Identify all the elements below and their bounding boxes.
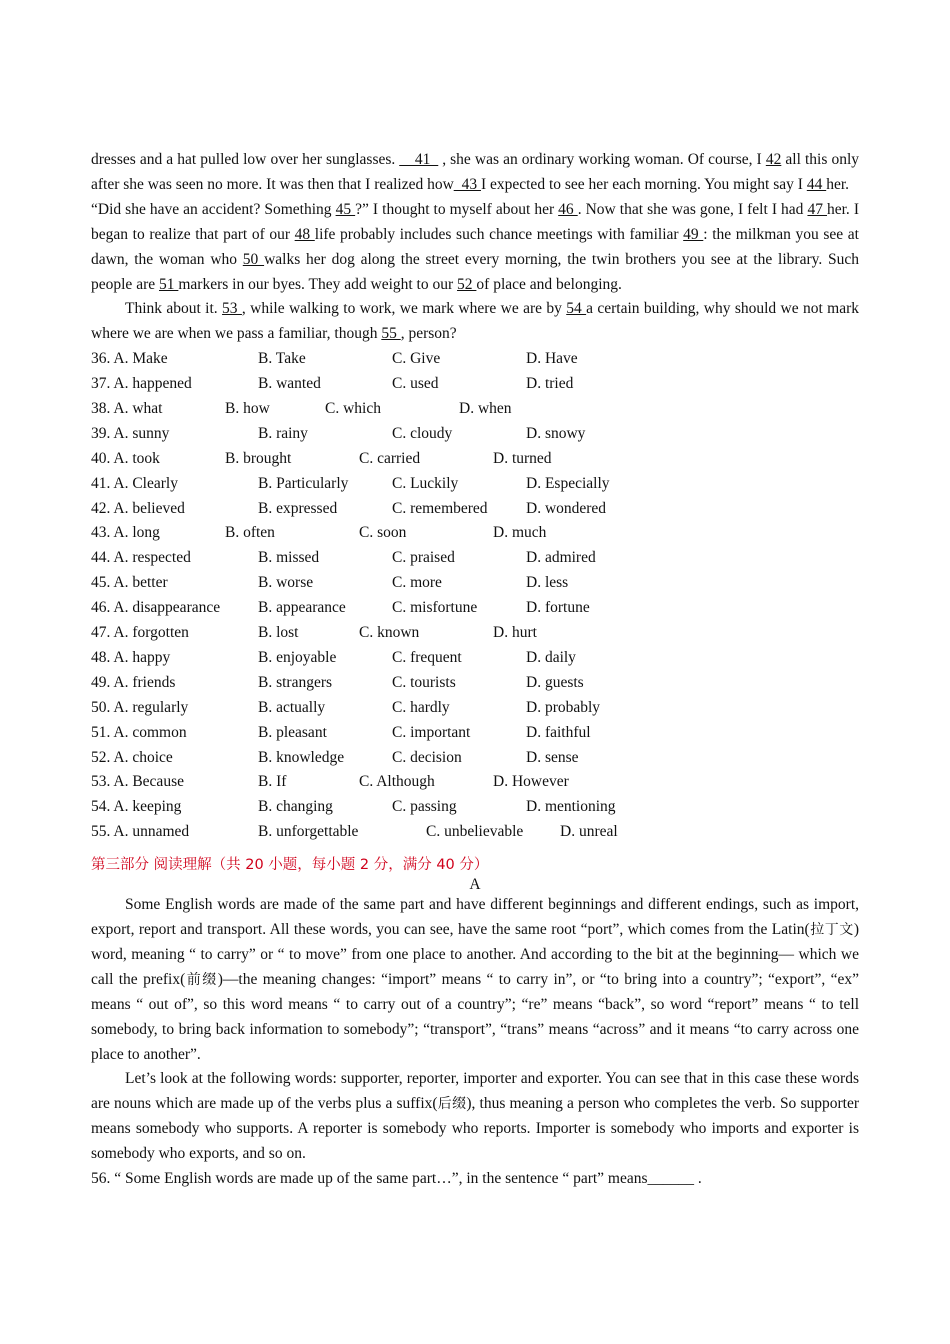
option-d: D. hurt — [493, 624, 537, 642]
option-d: D. Especially — [526, 474, 610, 492]
option-b: B. brought — [225, 449, 292, 467]
option-row — [91, 820, 859, 845]
option-a: 53. A. Because — [91, 773, 184, 791]
option-c: C. soon — [359, 524, 407, 542]
option-a: 50. A. regularly — [91, 698, 189, 716]
text: “Did she have an accident? Something — [91, 200, 336, 218]
option-c: C. more — [392, 574, 442, 592]
option-row — [91, 795, 859, 820]
text: of place and belonging. — [476, 275, 622, 293]
option-d: D. when — [459, 400, 512, 418]
option-b: B. unforgettable — [258, 823, 359, 841]
blank-48: 48 — [294, 225, 315, 243]
reading-paragraph-2 — [91, 1067, 859, 1167]
option-a: 36. A. Make — [91, 350, 168, 368]
option-b: B. knowledge — [258, 748, 345, 766]
option-row — [91, 472, 859, 497]
option-a: 39. A. sunny — [91, 424, 170, 442]
text: , person? — [400, 325, 457, 343]
chinese-gloss: 拉丁文 — [809, 921, 854, 938]
option-row — [91, 521, 859, 546]
option-a: 54. A. keeping — [91, 798, 182, 816]
blank-45: 45 — [335, 200, 356, 218]
option-row — [91, 571, 859, 596]
option-c: C. hardly — [392, 698, 450, 716]
option-b: B. missed — [258, 549, 320, 567]
text: )—the meaning changes: “import” means “ to carry in”, or “to bring into a country”; “export”, “ex” means “ out of”, so this word means “ to carry out of a country”; “re” means “back”, so word “report” means “ to tell somebody, to bring back information to somebody”; “transport”, “trans” means “across” and it means “to carry across one place to another”. — [91, 970, 860, 1063]
option-a: 45. A. better — [91, 574, 168, 592]
option-row — [91, 422, 859, 447]
blank-46: 46 — [558, 200, 578, 218]
option-b: B. enjoyable — [258, 648, 337, 666]
option-d: D. mentioning — [526, 798, 616, 816]
option-a: 40. A. took — [91, 449, 160, 467]
question-56 — [91, 1167, 859, 1192]
option-row — [91, 347, 859, 372]
option-d: D. guests — [526, 673, 584, 691]
passage-paragraph-2 — [91, 198, 859, 298]
option-row — [91, 596, 859, 621]
option-d: D. much — [493, 524, 547, 542]
option-c: C. tourists — [392, 673, 456, 691]
blank-49: 49 — [683, 225, 704, 243]
blank-41: __41_ — [399, 151, 439, 168]
option-b: B. worse — [258, 574, 314, 592]
passage-letter: A — [469, 876, 481, 894]
option-row — [91, 372, 859, 397]
option-d: D. unreal — [560, 823, 618, 841]
option-d: D. daily — [526, 648, 576, 666]
text: , she was an ordinary working woman. Of course, I — [438, 151, 766, 168]
option-b: B. appearance — [258, 599, 346, 617]
option-a: 43. A. long — [91, 524, 160, 542]
text: : the milkman you see at dawn, the woman who — [91, 225, 859, 268]
option-c: C. which — [325, 400, 381, 418]
option-a: 48. A. happy — [91, 648, 171, 666]
option-d: D. sense — [526, 748, 579, 766]
option-c: C. remembered — [392, 499, 488, 517]
option-b: B. wanted — [258, 375, 321, 393]
option-a: 38. A. what — [91, 400, 163, 418]
section-3-title: 第三部分 阅读理解（共 20 小题，每小题 2 分，满分 40 分） — [91, 857, 489, 874]
option-a: 46. A. disappearance — [91, 599, 221, 617]
option-c: C. passing — [392, 798, 457, 816]
option-c: C. unbelievable — [426, 823, 524, 841]
blank-50: 50 — [242, 250, 265, 268]
text: Think about it. — [125, 300, 223, 318]
option-a: 44. A. respected — [91, 549, 191, 567]
option-row — [91, 746, 859, 771]
passage-paragraph-3 — [91, 297, 859, 347]
option-c: C. Give — [392, 350, 441, 368]
option-b: B. lost — [258, 624, 299, 642]
blank-47: 47 — [807, 200, 827, 218]
option-b: B. If — [258, 773, 287, 791]
reading-paragraph-1 — [91, 893, 859, 1067]
option-b: B. strangers — [258, 673, 333, 691]
option-c: C. carried — [359, 449, 421, 467]
text: her. I began to realize that part of our — [91, 200, 860, 243]
option-a: 55. A. unnamed — [91, 823, 190, 841]
option-b: B. changing — [258, 798, 333, 816]
text: markers in our byes. They add weight to our — [178, 275, 458, 293]
option-d: D. faithful — [526, 723, 591, 741]
text: dresses and a hat pulled low over her sunglasses. — [91, 151, 400, 168]
text: . Now that she was gone, I felt I had — [577, 200, 808, 218]
text: ) word, meaning “ to carry” or “ to move” from one place to another. And according to the bit at the beginning— which we call the prefix( — [91, 920, 859, 988]
text: her. — [826, 175, 849, 193]
option-row — [91, 696, 859, 721]
text: walks her dog along the street every morning, the twin brothers you see at the library. Such people are — [91, 250, 860, 293]
passage-paragraph-1 — [91, 148, 859, 198]
document-page — [91, 148, 859, 1192]
option-d: D. fortune — [526, 599, 590, 617]
option-c: C. used — [392, 375, 439, 393]
option-a: 42. A. believed — [91, 499, 185, 517]
text: life probably includes such chance meetings with familiar — [314, 225, 684, 243]
option-d: D. less — [526, 574, 569, 592]
option-d: D. turned — [493, 449, 552, 467]
option-row — [91, 770, 859, 795]
option-d: D. tried — [526, 375, 574, 393]
option-d: D. Have — [526, 350, 578, 368]
option-d: D. However — [493, 773, 569, 791]
option-row — [91, 497, 859, 522]
option-d: D. snowy — [526, 424, 586, 442]
option-d: D. probably — [526, 698, 601, 716]
blank-54: 54 — [566, 300, 587, 318]
blank-43: _43 — [453, 175, 481, 193]
option-row — [91, 447, 859, 472]
option-a: 41. A. Clearly — [91, 474, 178, 492]
text: I expected to see her each morning. You might say I — [480, 175, 807, 193]
option-row — [91, 646, 859, 671]
option-c: C. decision — [392, 748, 462, 766]
option-c: C. praised — [392, 549, 455, 567]
option-b: B. actually — [258, 698, 326, 716]
option-c: C. Luckily — [392, 474, 459, 492]
option-row — [91, 671, 859, 696]
option-c: C. Although — [359, 773, 435, 791]
chinese-gloss: 后缀 — [437, 1096, 467, 1113]
option-a: 52. A. choice — [91, 748, 173, 766]
option-a: 47. A. forgotten — [91, 624, 189, 642]
option-row — [91, 397, 859, 422]
option-b: B. pleasant — [258, 723, 327, 741]
question-56-text: 56. “ Some English words are made up of the same part…”, in the sentence “ part” means______ . — [91, 1170, 702, 1188]
option-b: B. how — [225, 400, 270, 418]
option-c: C. known — [359, 624, 420, 642]
option-a: 51. A. common — [91, 723, 187, 741]
option-c: C. misfortune — [392, 599, 478, 617]
blank-53: 53 — [222, 300, 242, 318]
blank-44: 44 — [806, 175, 827, 193]
blank-55: 55 — [381, 325, 401, 343]
text: Let’s look at the following words: supporter, reporter, importer and exporter. You can see that in this case these words are nouns which are made up of the verbs plus a suffix( — [91, 1070, 859, 1113]
option-b: B. Take — [258, 350, 306, 368]
option-d: D. wondered — [526, 499, 607, 517]
option-a: 37. A. happened — [91, 375, 192, 393]
blank-42: 42 — [765, 151, 782, 168]
option-b: B. rainy — [258, 424, 308, 442]
option-c: C. cloudy — [392, 424, 453, 442]
option-row — [91, 721, 859, 746]
option-c: C. important — [392, 723, 471, 741]
option-c: C. frequent — [392, 648, 462, 666]
option-a: 49. A. friends — [91, 673, 176, 691]
option-d: D. admired — [526, 549, 596, 567]
text: Some English words are made of the same part and have different beginnings and different endings, such as import, export, report and transport. All these words, you can see, have the same root “port”, which comes from the Latin( — [91, 896, 859, 938]
text: all this only after she was seen no more. It was then that I realized how — [91, 151, 860, 193]
text: ), thus meaning a person who completes the verb. So supporter means somebody who supports. A reporter is somebody who reports. Importer is somebody who imports and exporter is somebody who exports, and so on. — [91, 1095, 859, 1163]
blank-52: 52 — [457, 275, 477, 293]
text: , while walking to work, we mark where we are by — [241, 300, 567, 318]
option-row — [91, 546, 859, 571]
option-row — [91, 621, 859, 646]
text: ?” I thought to myself about her — [355, 200, 559, 218]
chinese-gloss: 前缀 — [185, 971, 218, 988]
options-list — [91, 347, 859, 845]
option-b: B. often — [225, 524, 275, 542]
option-b: B. expressed — [258, 499, 338, 517]
blank-51: 51 — [159, 275, 179, 293]
option-b: B. Particularly — [258, 474, 349, 492]
text: a certain building, why should we not mark where we are when we pass a familiar, though — [91, 300, 859, 343]
